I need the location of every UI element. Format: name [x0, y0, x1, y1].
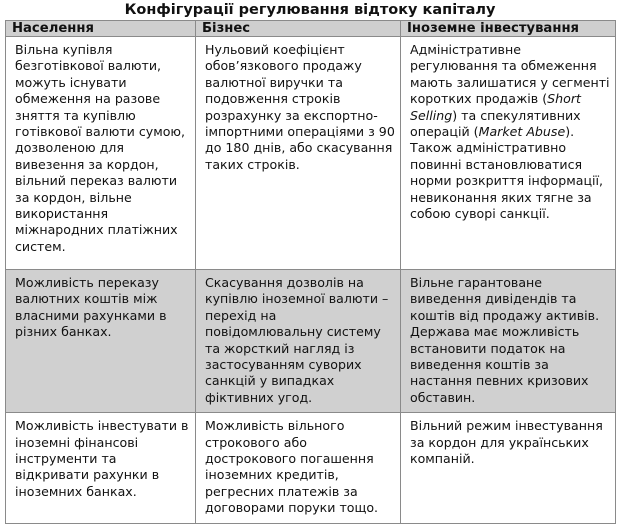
cell-business: Скасування дозволів на купівлю іноземної валюти – перехід на повідомлювальну систему та жорсткий нагляд із застосуванням суворих санкцій у випадках фіктивних угод. [196, 270, 401, 413]
term-short-selling: Short Selling [410, 91, 581, 123]
cell-population: Можливість переказу валютних коштів між власними рахунками в різних банках. [6, 270, 196, 413]
cell-text: Адміністративне регулювання та обмеження мають залишатися у сегменті коротких продажів ( [410, 42, 610, 107]
cell-business: Нульовий коефіцієнт обов’язкового продажу валютної виручки та подовження строків розрахунку за експортно-імпортними операціями з 90 до 180 днів, або скасування таких строків. [196, 37, 401, 270]
cell-foreign-investment [401, 37, 616, 270]
table-row [6, 413, 616, 523]
cell-business: Можливість вільного строкового або дострокового погашення іноземних кредитів, регресних платежів за договорами поруки тощо. [196, 413, 401, 523]
header-population: Населення [6, 21, 196, 37]
header-business: Бізнес [196, 21, 401, 37]
term-market-abuse: Market Abuse [478, 124, 566, 140]
header-foreign-investment: Іноземне інвестування [401, 21, 616, 37]
cell-text: ). Також адміністративно повинні встановлюватися норми розкриття інформації, невиконання яких тягне за собою суворі санкції. [410, 124, 604, 222]
header-row [6, 21, 616, 37]
cell-population: Можливість інвестувати в іноземні фінансові інструменти та відкривати рахунки в іноземних банках. [6, 413, 196, 523]
table-row [6, 37, 616, 270]
cell-foreign-investment: Вільний режим інвестування за кордон для українських компаній. [401, 413, 616, 523]
capital-outflow-config-table [5, 20, 616, 524]
cell-foreign-investment: Вільне гарантоване виведення дивідендів та коштів від продажу активів. Держава має можливість встановити податок на виведення коштів за настання певних кризових обставин. [401, 270, 616, 413]
table-row [6, 270, 616, 413]
cell-population: Вільна купівля безготівкової валюти, можуть існувати обмеження на разове зняття та купівлю готівкової валюти сумою, дозволеною для вивезення за кордон, вільний переказ валюти за кордон, вільне використання міжнародних платіжних систем. [6, 37, 196, 270]
table-title: Конфігурації регулювання відтоку капіталу [124, 2, 496, 18]
cell-text: ) та спекулятивних операцій ( [410, 107, 581, 140]
